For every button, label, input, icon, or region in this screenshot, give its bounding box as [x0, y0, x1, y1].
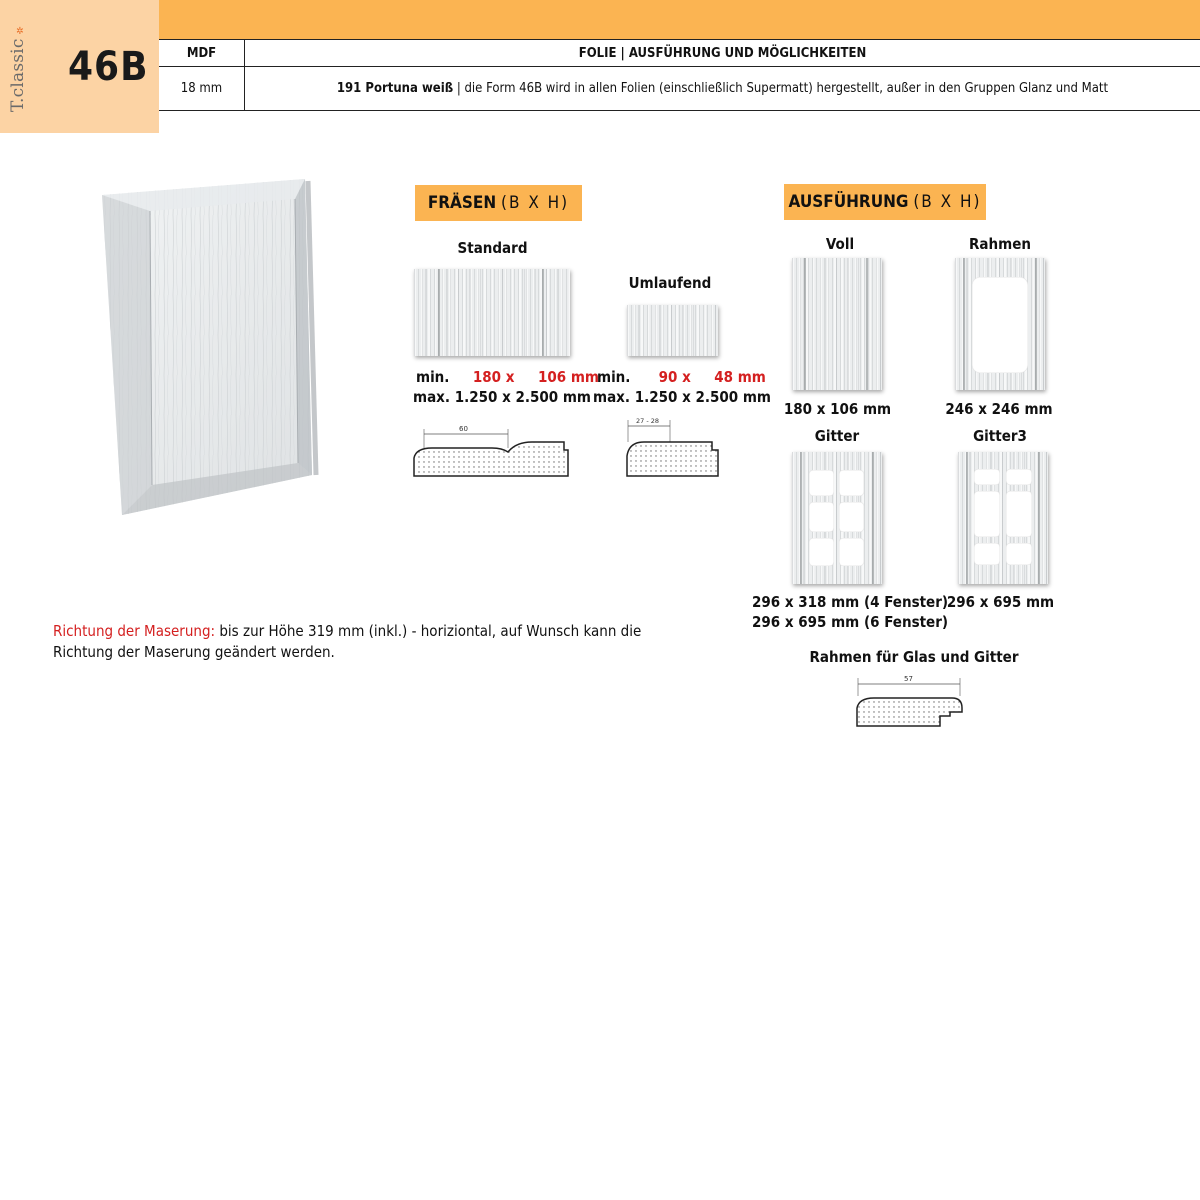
foil-desc-text: | die Form 46B wird in allen Folien (einschließlich Supermatt) hergestellt, außer in den Gruppen Glanz und Matt	[453, 81, 1109, 96]
glass-window	[839, 470, 864, 496]
execution-tag-title: AUSFÜHRUNG	[788, 192, 909, 212]
groove	[966, 452, 968, 584]
glass-window	[839, 538, 864, 566]
groove	[1038, 452, 1040, 584]
groove	[872, 452, 874, 584]
glass-window	[974, 543, 1000, 565]
col-header-foil: FOLIE | AUSFÜHRUNG UND MÖGLICHKEITEN	[245, 40, 1200, 67]
glass-window	[1006, 491, 1032, 537]
umlaufend-sample	[627, 305, 718, 356]
umlaufend-min-w: 90 x	[658, 368, 691, 386]
groove	[1035, 258, 1037, 390]
milling-tag-title: FRÄSEN	[427, 193, 497, 213]
rahmen-sample	[955, 258, 1045, 390]
standard-min	[416, 368, 599, 386]
frame-profile-dim: 57	[904, 675, 913, 683]
milling-tag-dim: (B X H)	[501, 193, 570, 213]
voll-label: Voll	[825, 235, 855, 253]
umlaufend-min-label: min.	[597, 368, 631, 386]
voll-sample	[792, 258, 882, 390]
standard-max: max. 1.250 x 2.500 mm	[413, 388, 591, 406]
glass-window	[972, 277, 1028, 373]
foil-name: 191 Portuna weiß	[336, 81, 454, 96]
brand-name: T.classic	[8, 38, 28, 112]
frame-profile-label: Rahmen für Glas und Gitter	[809, 648, 1019, 666]
grain-note-highlight: Richtung der Maserung:	[53, 622, 216, 640]
gitter-sample	[792, 452, 882, 584]
glass-window	[1006, 469, 1032, 485]
groove	[963, 258, 965, 390]
gitter-label: Gitter	[814, 427, 860, 445]
glass-window	[974, 469, 1000, 485]
standard-profile-diagram	[412, 420, 572, 482]
rahmen-size: 246 x 246 mm	[945, 400, 1053, 418]
spec-table	[159, 39, 1200, 111]
thickness-value: 18 mm	[159, 67, 245, 111]
execution-tag-dim: (B X H)	[913, 192, 982, 212]
standard-profile-dim: 60	[459, 425, 468, 433]
standard-sample	[414, 269, 570, 356]
frame-profile-diagram	[852, 670, 968, 732]
col-header-material: MDF	[159, 40, 245, 67]
glass-window	[1006, 543, 1032, 565]
milling-tag	[415, 185, 582, 221]
umlaufend-profile-diagram	[624, 414, 724, 480]
header-bar	[159, 0, 1200, 39]
gitter-size-6: 296 x 695 mm (6 Fenster)	[752, 613, 949, 631]
gitter-size-4: 296 x 318 mm (4 Fenster)	[752, 593, 949, 611]
brand-logo-icon: ✲	[16, 26, 24, 37]
groove	[804, 258, 806, 390]
glass-window	[839, 502, 864, 532]
umlaufend-min-h: 48 mm	[714, 368, 766, 386]
rahmen-label: Rahmen	[969, 235, 1031, 253]
execution-tag	[784, 184, 986, 220]
standard-min-h: 106 mm	[537, 368, 599, 386]
glass-window	[974, 491, 1000, 537]
standard-label: Standard	[457, 239, 528, 257]
groove	[438, 269, 440, 356]
gitter3-label: Gitter3	[973, 427, 1027, 445]
gitter3-size: 296 x 695 mm	[946, 593, 1055, 611]
voll-size: 180 x 106 mm	[783, 400, 892, 418]
groove	[866, 258, 868, 390]
door-product-image	[90, 175, 320, 520]
umlaufend-min	[597, 368, 766, 386]
model-code: 46B	[68, 44, 149, 90]
standard-min-label: min.	[416, 368, 450, 386]
groove	[800, 452, 802, 584]
glass-window	[809, 502, 834, 532]
groove	[542, 269, 544, 356]
glass-window	[809, 538, 834, 566]
foil-description	[245, 67, 1200, 111]
glass-window	[809, 470, 834, 496]
umlaufend-profile-dim: 27 - 28	[636, 417, 660, 425]
umlaufend-max: max. 1.250 x 2.500 mm	[593, 388, 771, 406]
gitter3-sample	[958, 452, 1048, 584]
grain-direction-note	[53, 621, 703, 663]
standard-min-w: 180 x	[472, 368, 515, 386]
grain-note-text: bis zur Höhe 319 mm (inkl.) - horiziontal, auf Wunsch kann die Richtung der Maserung geändert werden.	[53, 622, 642, 661]
umlaufend-label: Umlaufend	[628, 274, 712, 292]
